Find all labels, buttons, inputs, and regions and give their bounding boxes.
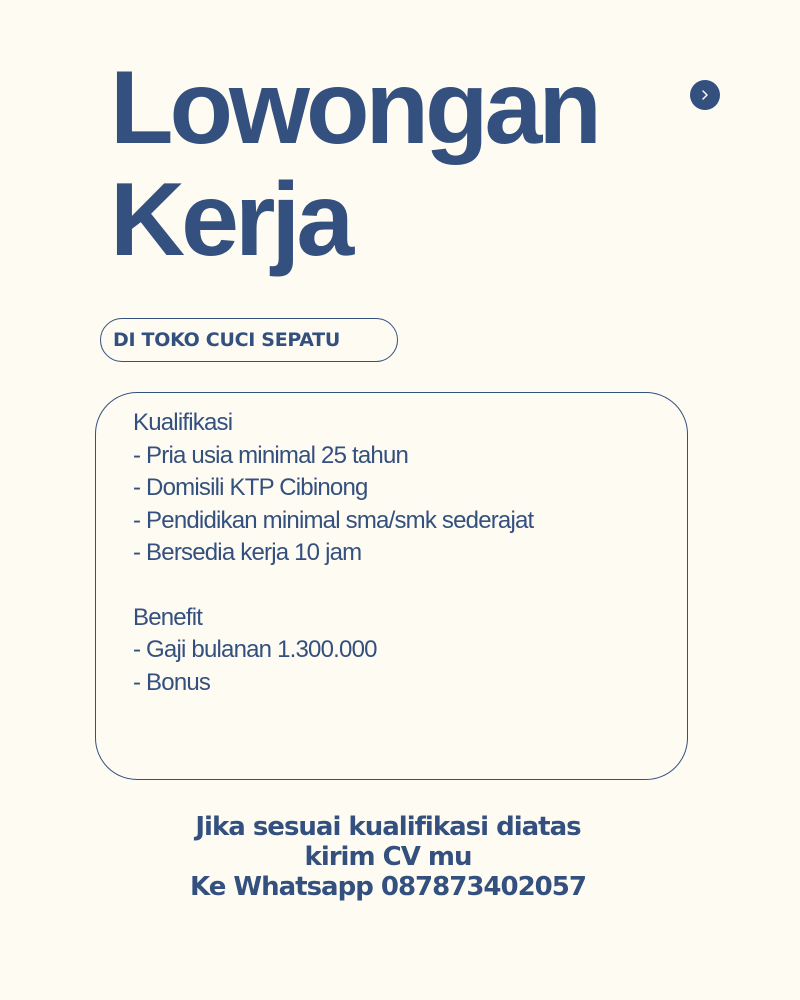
qualification-item: - Bersedia kerja 10 jam: [133, 539, 362, 566]
qualification-item: - Pendidikan minimal sma/smk sederajat: [133, 506, 534, 534]
chevron-right-icon: [699, 89, 711, 101]
job-details-card: [95, 392, 688, 780]
section-spacer: [133, 570, 687, 602]
qualifications-heading: Kualifikasi: [133, 409, 233, 436]
qualification-item: - Domisili KTP Cibinong: [133, 474, 368, 501]
contact-instructions: [0, 812, 776, 902]
qualification-item: - Pria usia minimal 25 tahun: [133, 441, 409, 469]
title-line-2: Kerja: [110, 162, 351, 278]
contact-line-3: Ke Whatsapp 087873402057: [190, 872, 586, 902]
location-badge: DI TOKO CUCI SEPATU: [100, 318, 398, 362]
contact-line-2: kirim CV mu: [304, 842, 472, 872]
page-title: [110, 52, 598, 276]
title-line-1: Lowongan: [110, 50, 598, 166]
benefits-heading: Benefit: [133, 603, 203, 631]
contact-line-1: Jika sesuai kualifikasi diatas: [195, 812, 581, 842]
benefit-item: - Gaji bulanan 1.300.000: [133, 636, 377, 663]
benefit-item: - Bonus: [133, 668, 211, 696]
next-button[interactable]: [690, 80, 720, 110]
